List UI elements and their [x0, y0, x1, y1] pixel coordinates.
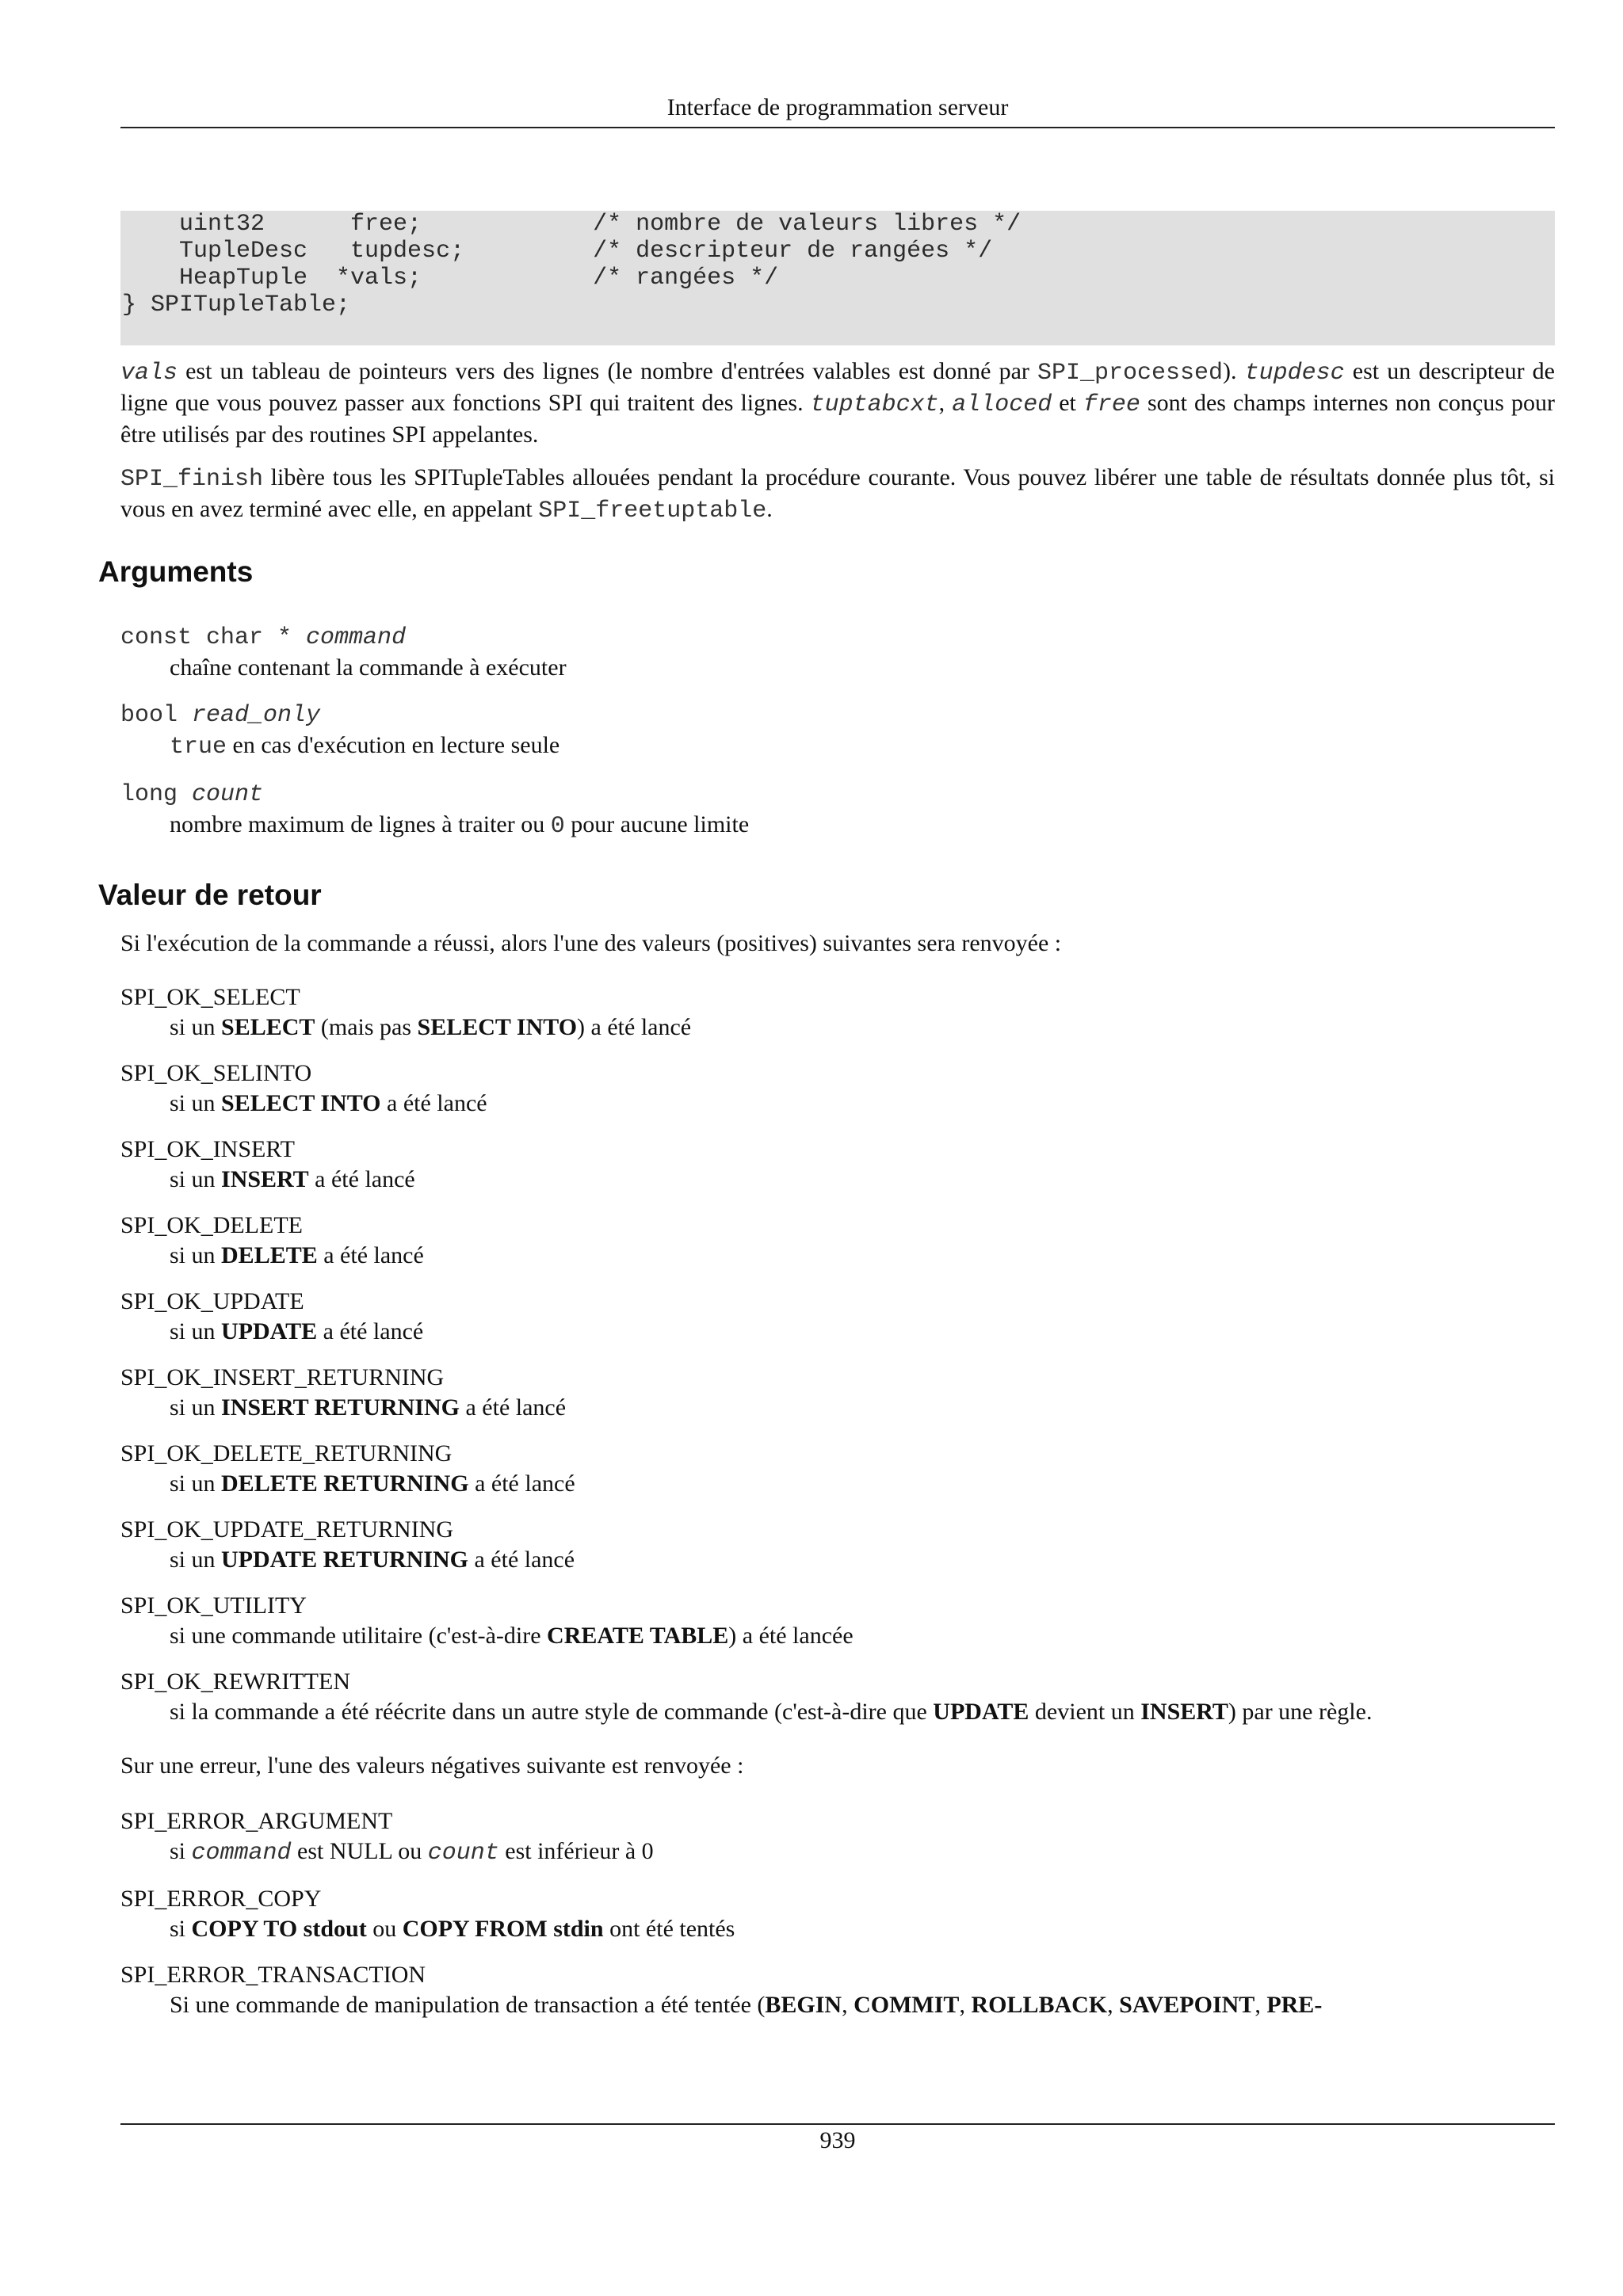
body-text — [120, 357, 1555, 539]
text: , — [959, 1992, 972, 2018]
return-code-desc — [120, 1089, 1555, 1119]
section-title-arguments: Arguments — [98, 555, 254, 588]
text: est NULL ou — [291, 1838, 428, 1864]
text: a été lancé — [468, 1470, 575, 1497]
keyword: SAVEPOINT — [1119, 1992, 1255, 2018]
error-code-name: SPI_ERROR_TRANSACTION — [120, 1962, 426, 1988]
text: a été lancé — [317, 1242, 424, 1268]
page-number: 939 — [819, 2127, 856, 2153]
keyword: CREATE TABLE — [547, 1623, 729, 1649]
field-alloced: alloced — [952, 391, 1052, 418]
return-code-item — [120, 1667, 1555, 1727]
return-code-desc — [120, 1697, 1555, 1727]
argument-name: command — [306, 624, 407, 651]
keyword: SELECT INTO — [221, 1090, 381, 1116]
argument-name: read_only — [192, 702, 321, 729]
return-code-name: SPI_OK_UPDATE — [120, 1288, 304, 1314]
argument-type: const char * — [120, 624, 307, 651]
error-code-desc — [120, 1990, 1555, 2020]
return-intro: Si l'exécution de la commande a réussi, alors l'une des valeurs (positives) suivantes sera renvoyée : — [120, 930, 1062, 956]
return-code-desc — [120, 1393, 1555, 1423]
error-code-desc — [120, 1914, 1555, 1944]
return-code-name: SPI_OK_INSERT — [120, 1136, 295, 1162]
error-code-name: SPI_ERROR_ARGUMENT — [120, 1808, 393, 1834]
footer-rule — [120, 2123, 1555, 2125]
argument-term — [120, 778, 1555, 810]
argument-item — [120, 621, 1555, 683]
return-code-desc — [120, 1241, 1555, 1271]
keyword: DELETE RETURNING — [221, 1470, 469, 1497]
keyword: INSERT RETURNING — [221, 1394, 460, 1421]
text: ) a été lancé — [577, 1014, 692, 1040]
keyword: UPDATE — [221, 1318, 318, 1344]
error-code-name: SPI_ERROR_COPY — [120, 1886, 322, 1912]
text: si un — [170, 1318, 222, 1344]
text: libère tous les SPITupleTables allouées pendant la procédure courante. Vous pouvez libérer une table de résultats donnée plus tôt, si vous en avez terminé avec elle, en appelant — [120, 464, 1555, 522]
text: ) a été lancée — [728, 1623, 854, 1649]
argument-desc — [120, 730, 1555, 762]
text: , — [1107, 1992, 1120, 2018]
code-true: true — [170, 734, 227, 761]
text: est inférieur à 0 — [498, 1838, 654, 1864]
text: Si une commande de manipulation de transaction a été tentée ( — [170, 1992, 766, 2018]
text: si un — [170, 1166, 222, 1192]
keyword: DELETE — [221, 1242, 318, 1268]
return-value-section — [120, 929, 1555, 2036]
error-code-item — [120, 1960, 1555, 2020]
text: devient un — [1029, 1699, 1141, 1725]
return-code-desc — [120, 1621, 1555, 1651]
text: en cas d'exécution en lecture seule — [227, 732, 560, 758]
text: est un tableau de pointeurs vers des lignes (le nombre d'entrées valables est donné par — [178, 358, 1037, 384]
keyword: COPY FROM stdin — [402, 1916, 604, 1942]
text: a été lancé — [308, 1166, 415, 1192]
return-code-item — [120, 1439, 1555, 1499]
text: si un — [170, 1470, 222, 1497]
code-line: } SPITupleTable; — [122, 292, 351, 318]
running-header: Interface de programmation serveur — [666, 94, 1009, 120]
text: a été lancé — [459, 1394, 567, 1421]
text: nombre maximum de lignes à traiter ou — [170, 811, 551, 837]
code-zero: 0 — [550, 813, 565, 840]
section-title-return-value: Valeur de retour — [98, 879, 322, 911]
param-count: count — [427, 1840, 499, 1867]
header-rule — [120, 127, 1555, 128]
keyword: UPDATE — [933, 1699, 1029, 1725]
argument-term — [120, 621, 1555, 653]
return-code-desc — [120, 1013, 1555, 1043]
text: si la commande a été réécrite dans un autre style de commande (c'est-à-dire que — [170, 1699, 934, 1725]
return-code-name: SPI_OK_DELETE — [120, 1212, 303, 1238]
text: si un — [170, 1242, 222, 1268]
keyword: INSERT — [221, 1166, 309, 1192]
return-code-item — [120, 1058, 1555, 1119]
text: ) par une règle. — [1228, 1699, 1373, 1725]
text: et — [1052, 390, 1083, 416]
argument-item — [120, 778, 1555, 841]
error-intro: Sur une erreur, l'une des valeurs négatives suivante est renvoyée : — [120, 1753, 744, 1779]
keyword: INSERT — [1140, 1699, 1228, 1725]
keyword: PRE- — [1266, 1992, 1323, 2018]
text: est un descripteur de ligne que vous pouvez passer aux fonctions SPI qui traitent des lignes. — [120, 358, 1555, 416]
return-code-item — [120, 1211, 1555, 1271]
text: pour aucune limite — [564, 811, 750, 837]
field-free: free — [1083, 391, 1140, 418]
return-code-item — [120, 1515, 1555, 1575]
return-code-item — [120, 1135, 1555, 1195]
argument-name: count — [192, 781, 264, 808]
code-spi-finish: SPI_finish — [120, 466, 264, 493]
return-code-desc — [120, 1469, 1555, 1499]
keyword: SELECT — [221, 1014, 315, 1040]
keyword: BEGIN — [765, 1992, 842, 2018]
text: a été lancé — [380, 1090, 487, 1116]
code-line: HeapTuple *vals; /* rangées */ — [122, 265, 779, 292]
text: ont été tentés — [603, 1916, 735, 1942]
paragraph-tuple-fields — [120, 357, 1555, 450]
text: a été lancé — [317, 1318, 424, 1344]
return-code-desc — [120, 1317, 1555, 1347]
return-code-name: SPI_OK_SELINTO — [120, 1060, 312, 1086]
text: ). — [1223, 358, 1245, 384]
text: , — [842, 1992, 854, 2018]
error-code-item — [120, 1884, 1555, 1944]
text: si une commande utilitaire (c'est-à-dire — [170, 1623, 548, 1649]
text: si un — [170, 1014, 222, 1040]
argument-item — [120, 699, 1555, 762]
text: sont des champs internes non conçus pour être utilisés par des routines SPI appelantes. — [120, 390, 1555, 448]
return-code-name: SPI_OK_INSERT_RETURNING — [120, 1364, 445, 1390]
code-block — [120, 211, 1555, 345]
error-code-item — [120, 1806, 1555, 1868]
text: . — [766, 496, 773, 522]
text: (mais pas — [315, 1014, 418, 1040]
code-line: TupleDesc tupdesc; /* descripteur de rangées */ — [122, 238, 993, 265]
return-code-desc — [120, 1545, 1555, 1575]
return-code-name: SPI_OK_UTILITY — [120, 1592, 307, 1619]
code-line: uint32 free; /* nombre de valeurs libres */ — [122, 211, 1022, 238]
argument-type: bool — [120, 702, 193, 729]
text: si — [170, 1838, 192, 1864]
error-code-desc — [120, 1836, 1555, 1868]
return-code-name: SPI_OK_SELECT — [120, 984, 300, 1010]
field-vals: vals — [120, 360, 178, 387]
return-code-name: SPI_OK_DELETE_RETURNING — [120, 1440, 453, 1466]
argument-type: long — [120, 781, 193, 808]
argument-desc — [120, 810, 1555, 841]
code-spi-processed: SPI_processed — [1037, 360, 1224, 387]
paragraph-spi-finish — [120, 463, 1555, 526]
arguments-list — [120, 621, 1555, 857]
keyword: SELECT INTO — [417, 1014, 578, 1040]
text: , — [1254, 1992, 1267, 2018]
param-command: command — [191, 1840, 292, 1867]
argument-term — [120, 699, 1555, 730]
text: si un — [170, 1547, 222, 1573]
code-spi-freetuptable: SPI_freetuptable — [538, 498, 767, 524]
return-code-item — [120, 1591, 1555, 1651]
keyword: ROLLBACK — [971, 1992, 1108, 2018]
keyword: UPDATE RETURNING — [221, 1547, 468, 1573]
text: ou — [366, 1916, 403, 1942]
return-code-desc — [120, 1165, 1555, 1195]
text: si un — [170, 1090, 222, 1116]
field-tupdesc: tupdesc — [1244, 360, 1345, 387]
text: si un — [170, 1394, 222, 1421]
keyword: COPY TO stdout — [191, 1916, 367, 1942]
text: chaîne contenant la commande à exécuter — [170, 654, 567, 681]
text: a été lancé — [468, 1547, 575, 1573]
argument-desc — [120, 653, 1555, 683]
keyword: COMMIT — [854, 1992, 960, 2018]
text: si — [170, 1916, 192, 1942]
field-tuptabcxt: tuptabcxt — [810, 391, 939, 418]
return-code-item — [120, 982, 1555, 1043]
return-code-item — [120, 1287, 1555, 1347]
return-code-name: SPI_OK_UPDATE_RETURNING — [120, 1516, 454, 1543]
return-code-name: SPI_OK_REWRITTEN — [120, 1669, 350, 1695]
return-code-item — [120, 1363, 1555, 1423]
text: , — [938, 390, 953, 416]
